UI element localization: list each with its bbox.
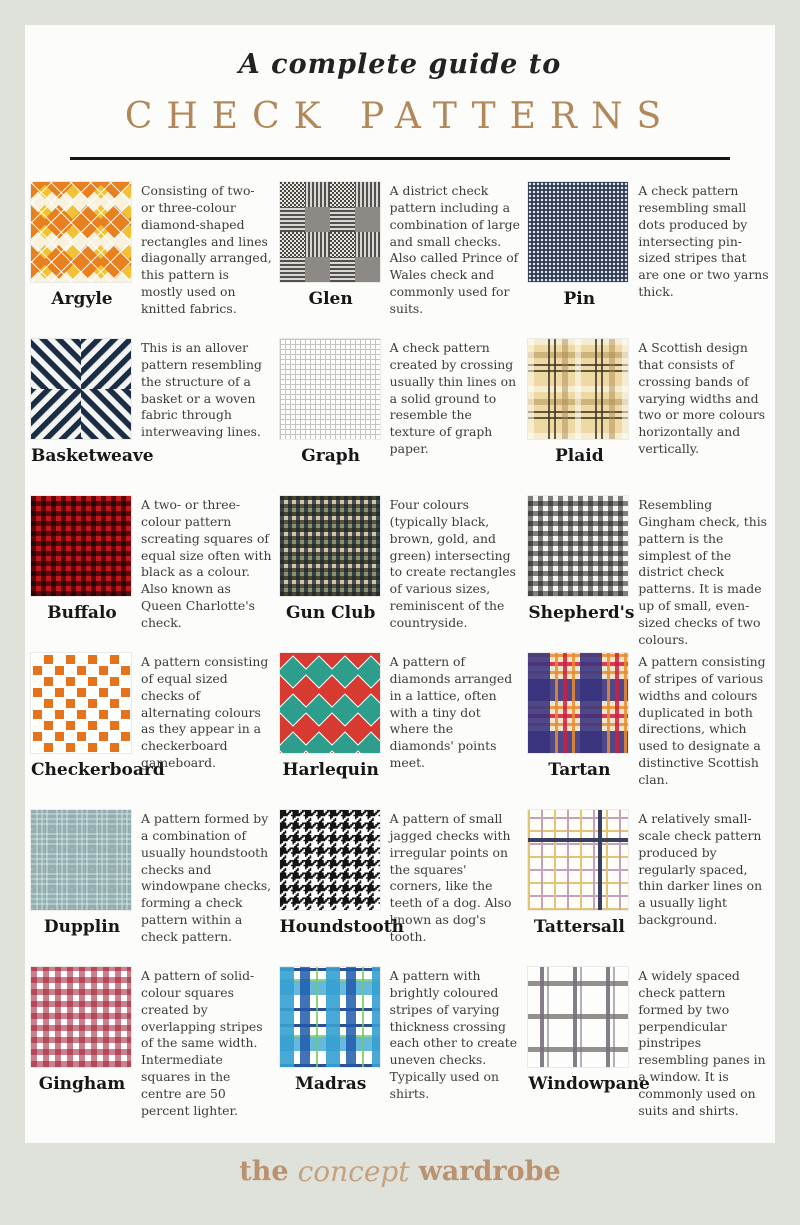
buffalo-swatch [31,496,131,596]
pattern-name: Gun Club [285,603,376,623]
pattern-name: Plaid [555,446,604,466]
pattern-description: A district check pattern including a combination of large and small checks. Also called Prince of Wales check and commonly used for suits. [389,183,520,317]
tattersall-swatch [528,810,628,910]
pattern-card-argyle [31,182,272,339]
basketweave-swatch [31,339,131,439]
graph-swatch [280,339,380,439]
pattern-grid [29,182,771,1124]
pattern-name: Windowpane [528,1074,650,1094]
pattern-description: A pattern of small jagged checks with irregular points on the squares' corners, like the teeth of a dog. Also known as dog's tooth. [389,811,512,945]
pattern-name: Houndstooth [279,917,404,937]
header [29,49,771,160]
pattern-description: Consisting of two- or three-colour diamond-shaped rectangles and lines diagonally arranged, this pattern is mostly used on knitted fabrics. [141,183,272,317]
pattern-name: Tartan [548,760,611,780]
argyle-swatch [31,182,131,282]
glen-swatch [280,182,380,282]
pattern-description: A check pattern resembling small dots produced by intersecting pin-sized stripes that are one or two yarns thick. [638,183,769,300]
pattern-name: Glen [308,289,353,309]
pattern-description: Resembling Gingham check, this pattern is the simplest of the district check patterns. It is made up of small, even-sized checks of two colours. [638,497,768,647]
pattern-name: Checkerboard [31,760,165,780]
pattern-description: A pattern of diamonds arranged in a lattice, often with a tiny dot where the diamonds' points meet. [389,654,513,771]
pattern-card-graph [280,339,521,496]
pattern-description: A pattern with brightly coloured stripes of varying thickness crossing each other to create uneven checks. Typically used on shirts. [389,968,518,1102]
pattern-description: A pattern consisting of stripes of various widths and colours duplicated in both directions, which used to designate a distinctive Scottish clan. [638,654,766,788]
shepherds-swatch [528,496,628,596]
checkerboard-swatch [31,653,131,753]
pattern-card-buffalo [31,496,272,653]
pattern-description: A widely spaced check pattern formed by two perpendicular pinstripes resembling panes in a window. It is commonly used on suits and shirts. [638,968,766,1118]
pattern-description: This is an allover pattern resembling the structure of a basket or a woven fabric through interweaving lines. [141,340,262,440]
pattern-description: A check pattern created by crossing usually thin lines on a solid ground to resemble the texture of graph paper. [389,340,517,457]
infographic-page [25,25,775,1143]
houndstooth-swatch [280,810,380,910]
page-title: CHECK PATTERNS [124,96,676,137]
pattern-name: Gingham [38,1074,126,1094]
pattern-description: A Scottish design that consists of crossing bands of varying widths and two or more colours horizontally and vertically. [638,340,766,457]
pattern-card-plaid [528,339,769,496]
brand-word-the: the [239,1156,289,1187]
pattern-description: A pattern formed by a combination of usually houndstooth checks and windowpane checks, forming a check pattern within a check pattern. [141,811,272,945]
pattern-card-gun-club [280,496,521,653]
harlequin-swatch [280,653,380,753]
header-eyebrow: A complete guide to [238,49,562,80]
pattern-name: Tattersall [533,917,625,937]
pattern-card-tartan [528,653,769,810]
gingham-swatch [31,967,131,1067]
pattern-card-dupplin [31,810,272,967]
madras-swatch [280,967,380,1067]
pattern-name: Shepherd's [528,603,635,623]
pattern-card-tattersall [528,810,769,967]
pattern-name: Graph [301,446,361,466]
pattern-card-gingham [31,967,272,1124]
pattern-name: Harlequin [282,760,379,780]
dupplin-swatch [31,810,131,910]
pattern-name: Buffalo [47,603,117,623]
pattern-card-madras [280,967,521,1124]
windowpane-swatch [528,967,628,1067]
pattern-card-pin [528,182,769,339]
plaid-swatch [528,339,628,439]
pattern-description: A pattern of solid-colour squares created by overlapping stripes of the same width. Intermediate squares in the centre are 50 percent lighter. [141,968,263,1118]
brand-word-concept: concept [297,1155,410,1188]
header-rule [70,157,730,160]
tartan-swatch [528,653,628,753]
pattern-card-basketweave [31,339,272,496]
pattern-card-houndstooth [280,810,521,967]
pattern-name: Argyle [51,289,113,309]
pattern-name: Basketweave [31,446,154,466]
pattern-description: A pattern consisting of equal sized checks of alternating colours as they appear in a checkerboard gameboard. [141,654,269,771]
brand-footer [0,1143,800,1200]
pin-swatch [528,182,628,282]
pattern-card-windowpane [528,967,769,1124]
pattern-name: Pin [563,289,596,309]
brand-word-wardrobe: wardrobe [418,1156,561,1187]
pattern-description: A relatively small-scale check pattern produced by regularly spaced, thin darker lines on a usually light background. [638,811,763,928]
pattern-card-glen [280,182,521,339]
gun-club-swatch [280,496,380,596]
pattern-name: Dupplin [43,917,121,937]
pattern-card-shepherds [528,496,769,653]
pattern-card-checkerboard [31,653,272,810]
pattern-name: Madras [295,1074,367,1094]
pattern-description: Four colours (typically black, brown, gold, and green) intersecting to create rectangles of various sizes, reminiscent of the countryside. [389,497,516,631]
pattern-description: A two- or three-colour pattern screating squares of equal size often with black as a colour. Also known as Queen Charlotte's check. [141,497,272,631]
pattern-card-harlequin [280,653,521,810]
